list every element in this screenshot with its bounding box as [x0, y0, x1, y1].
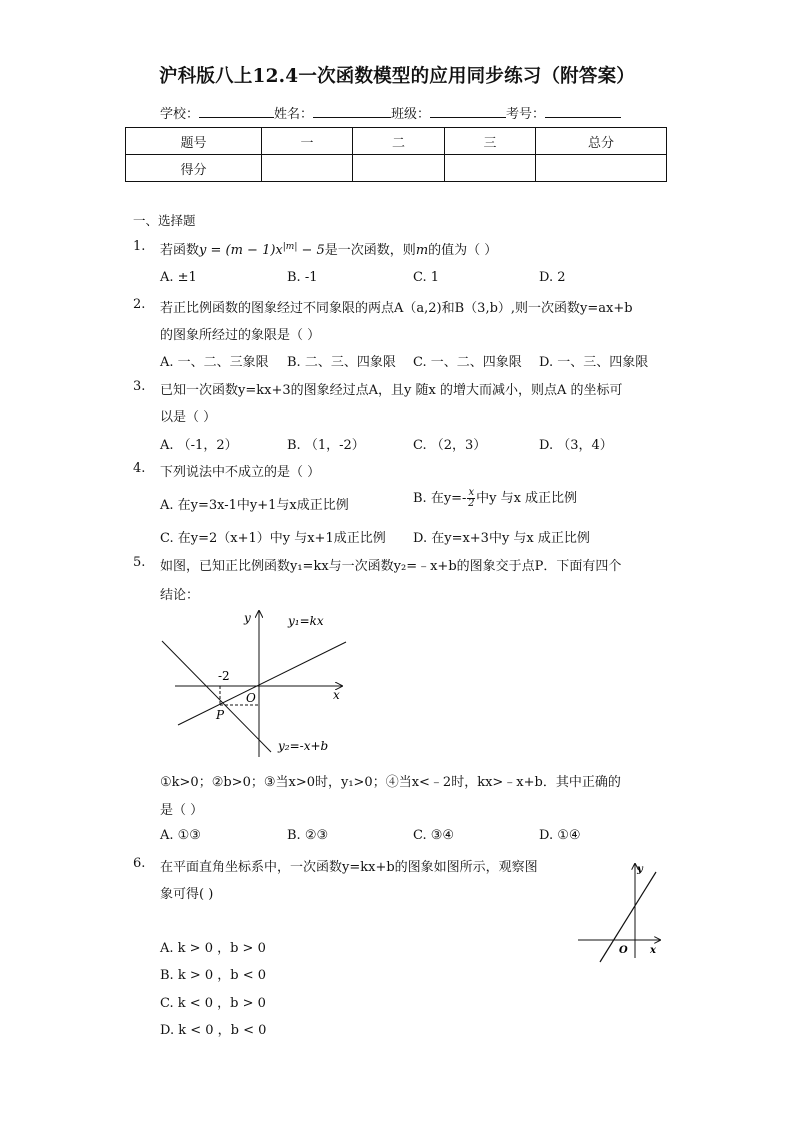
- x-axis-label: x: [650, 945, 656, 956]
- question-6-line-1: 在平面直角坐标系中，一次函数y=kx+b的图象如图所示，观察图: [160, 860, 538, 875]
- option-a[interactable]: A. 一、二、三象限: [160, 355, 269, 370]
- header-cell: 题号: [126, 128, 262, 155]
- question-number: 3.: [133, 379, 146, 394]
- section-heading: 一、选择题: [133, 213, 196, 228]
- class-label: 班级：: [391, 107, 431, 122]
- fraction-numerator: x: [468, 487, 475, 498]
- y-axis-label: y: [244, 611, 251, 625]
- score-table-score-row: [126, 155, 667, 182]
- score-cell[interactable]: [353, 155, 445, 182]
- score-cell[interactable]: [445, 155, 536, 182]
- neg-two-label: -2: [218, 669, 230, 683]
- q1-formula-tail: − 5: [297, 243, 325, 258]
- question-3-line-2: 以是（ ）: [160, 410, 217, 425]
- point-p-label: P: [216, 708, 225, 722]
- question-4-line-1: 下列说法中不成立的是（ ）: [160, 465, 321, 480]
- question-1-text: [160, 239, 497, 258]
- option-a[interactable]: A. 在y=3x-1中y+1与x成正比例: [160, 498, 349, 513]
- score-table: [125, 127, 667, 182]
- class-blank[interactable]: [430, 105, 506, 118]
- option-c[interactable]: C. 一、二、四象限: [413, 355, 522, 370]
- q1-end: 的值为（ ）: [428, 243, 498, 258]
- q1-pre: 若函数: [160, 243, 200, 258]
- option-a[interactable]: A. ±1: [160, 270, 197, 285]
- option-b[interactable]: [413, 487, 577, 509]
- option-d[interactable]: D. k < 0 ，b < 0: [160, 1023, 267, 1038]
- option-b[interactable]: B. ②③: [287, 828, 329, 843]
- q1-formula: y = (m − 1)x: [199, 243, 283, 258]
- option-d[interactable]: D. 2: [539, 270, 566, 285]
- question-5-line-3: ①k>0；②b>0；③当x>0时，y₁>0；④当x<﹣2时，kx>﹣x+b．其中正确的: [160, 775, 621, 790]
- option-d[interactable]: D. 在y=x+3中y 与x 成正比例: [413, 531, 590, 546]
- header-cell: 三: [445, 128, 536, 155]
- figure-q6: [576, 858, 668, 966]
- score-table-header-row: [126, 128, 667, 155]
- origin-label: O: [619, 945, 628, 956]
- origin-label: O: [246, 691, 256, 705]
- question-number: 1.: [133, 239, 146, 254]
- question-2-line-1: 若正比例函数的图象经过不同象限的两点A（a,2)和B（3,b）,则一次函数y=ax+b: [160, 301, 633, 316]
- figure-q5: [160, 605, 360, 763]
- question-3-line-1: 已知一次函数y=kx+3的图象经过点A，且y 随x 的增大而减小，则点A 的坐标可: [160, 383, 623, 398]
- option-c[interactable]: C. 在y=2（x+1）中y 与x+1成正比例: [160, 531, 386, 546]
- q4-optb-pre: B. 在y=-: [413, 491, 467, 506]
- question-5-line-1: 如图，已知正比例函数y₁=kx与一次函数y₂=﹣x+b的图象交于点P．下面有四个: [160, 559, 622, 574]
- school-label: 学校：: [160, 107, 200, 122]
- question-6-line-2: 象可得( ): [160, 887, 214, 902]
- header-cell: 总分: [536, 128, 667, 155]
- option-d[interactable]: D. ①④: [539, 828, 581, 843]
- header-cell: 二: [353, 128, 445, 155]
- option-b[interactable]: B. 二、三、四象限: [287, 355, 396, 370]
- header-cell: 一: [262, 128, 353, 155]
- name-blank[interactable]: [313, 105, 391, 118]
- fraction: [467, 488, 475, 509]
- y2-label: y₂=-x+b: [278, 739, 329, 753]
- option-b[interactable]: B. k > 0 ，b < 0: [160, 968, 267, 983]
- name-label: 姓名：: [274, 107, 314, 122]
- question-5-line-2: 结论：: [160, 588, 200, 603]
- option-b[interactable]: B. （1，-2）: [287, 438, 365, 453]
- q1-exponent: |m|: [282, 242, 298, 252]
- option-c[interactable]: C. ③④: [413, 828, 455, 843]
- info-line: [160, 103, 621, 122]
- q1-var: m: [415, 243, 429, 258]
- option-c[interactable]: C. 1: [413, 270, 440, 285]
- question-number: 5.: [133, 555, 146, 570]
- option-d[interactable]: D. 一、三、四象限: [539, 355, 649, 370]
- y-axis-label: y: [637, 864, 643, 875]
- question-5-line-4: 是（ ）: [160, 803, 204, 818]
- question-2-line-2: 的图象所经过的象限是（ ）: [160, 328, 321, 343]
- score-cell[interactable]: [536, 155, 667, 182]
- option-a[interactable]: A. k > 0 ，b > 0: [160, 941, 266, 956]
- option-a[interactable]: A. ①③: [160, 828, 201, 843]
- x-axis-label: x: [333, 688, 340, 702]
- id-blank[interactable]: [545, 105, 621, 118]
- option-d[interactable]: D. （3，4）: [539, 438, 613, 453]
- question-number: 2.: [133, 297, 146, 312]
- option-c[interactable]: C. （2，3）: [413, 438, 487, 453]
- option-c[interactable]: C. k < 0 ，b > 0: [160, 996, 266, 1011]
- option-a[interactable]: A. （-1，2）: [160, 438, 238, 453]
- line-kx-b: [600, 872, 656, 962]
- question-number: 4.: [133, 461, 146, 476]
- school-blank[interactable]: [199, 105, 274, 118]
- fraction-denominator: 2: [468, 498, 475, 509]
- page-title: 沪科版八上12.4一次函数模型的应用同步练习（附答案）: [159, 66, 635, 87]
- q4-optb-post: 中y 与x 成正比例: [476, 491, 578, 506]
- row-label: 得分: [126, 155, 262, 182]
- id-label: 考号：: [506, 107, 546, 122]
- option-b[interactable]: B. -1: [287, 270, 318, 285]
- y1-label: y₁=kx: [288, 614, 324, 628]
- question-number: 6.: [133, 856, 146, 871]
- score-cell[interactable]: [262, 155, 353, 182]
- q1-post: 是一次函数，则: [324, 243, 416, 258]
